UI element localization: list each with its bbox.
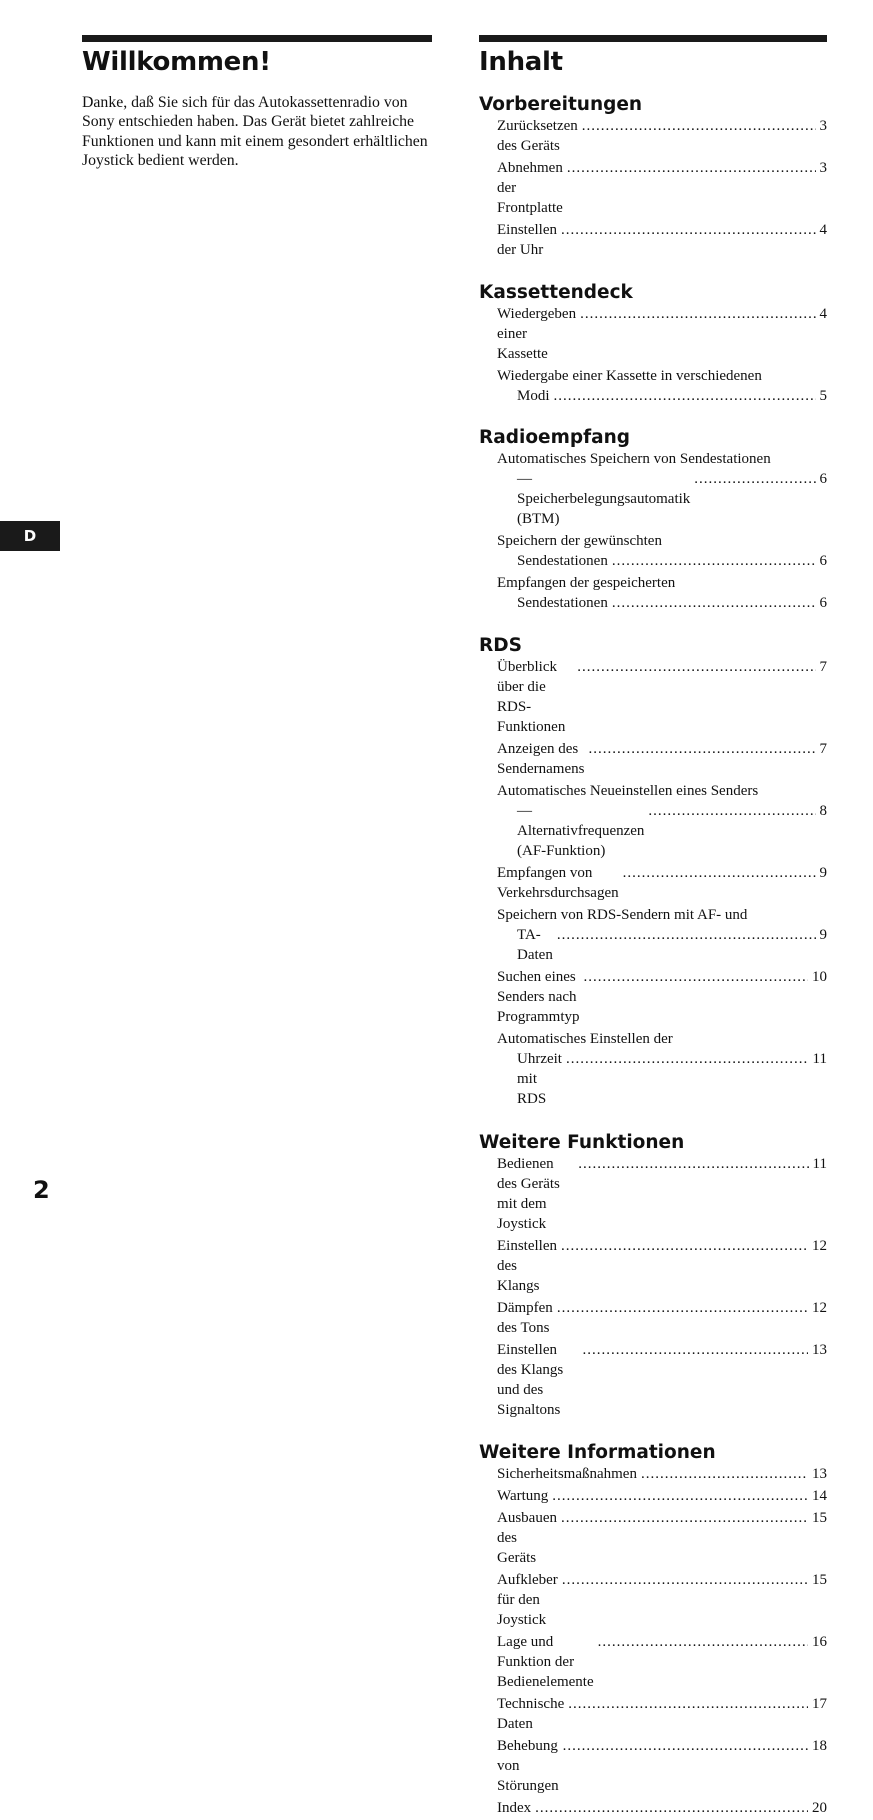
toc-entry xyxy=(497,366,827,406)
toc-entry xyxy=(497,1486,827,1506)
toc-entry-text: Uhrzeit mit RDS xyxy=(517,1051,562,1107)
toc-entry-text: Anzeigen des Sendernamens xyxy=(497,741,585,777)
toc-entry-text: Automatisches Einstellen der xyxy=(497,1031,673,1047)
toc-entry-page: 8 xyxy=(819,803,827,819)
toc-entry xyxy=(497,573,827,613)
toc-entry-text: Wartung xyxy=(497,1488,549,1504)
toc-title: Inhalt xyxy=(479,47,563,77)
toc-entry-text: Einstellen des Klangs und des Signaltons xyxy=(497,1342,564,1418)
toc-entry-text: Empfangen der gespeicherten xyxy=(497,575,676,591)
toc-entry xyxy=(497,967,827,1027)
toc-entry-text: Suchen eines Senders nach Programmtyp xyxy=(497,969,580,1025)
toc-entry-text: Technische Daten xyxy=(497,1696,565,1732)
toc-entry-page: 5 xyxy=(819,388,827,404)
toc-entry-page: 16 xyxy=(812,1634,827,1650)
toc-entry-page: 7 xyxy=(819,659,827,675)
toc-entry-text: Zurücksetzen des Geräts xyxy=(497,118,578,154)
toc-entry-page: 18 xyxy=(812,1738,827,1754)
toc-entry-text: Modi xyxy=(517,388,550,404)
toc-entry-page: 3 xyxy=(819,118,827,134)
toc-entry-text: Aufkleber für den Joystick xyxy=(497,1572,558,1628)
dot-leader xyxy=(612,551,816,571)
toc-entry xyxy=(497,1029,827,1109)
dot-leader xyxy=(577,657,815,677)
toc-entry-text: Sendestationen xyxy=(517,553,608,569)
toc-entry-list xyxy=(497,1154,827,1420)
toc-entry-page: 4 xyxy=(819,222,827,238)
toc-entry-text: Dämpfen des Tons xyxy=(497,1300,553,1336)
toc-entry-text: Speichern der gewünschten xyxy=(497,533,662,549)
toc-section xyxy=(479,635,827,1109)
dot-leader xyxy=(552,1486,808,1506)
toc-section xyxy=(479,1132,827,1420)
toc-entry xyxy=(497,1340,827,1420)
toc-entry-text: Einstellen der Uhr xyxy=(497,222,557,258)
dot-leader xyxy=(648,801,815,821)
toc-entry-page: 10 xyxy=(812,969,827,985)
dot-leader xyxy=(641,1464,808,1484)
toc-entry xyxy=(497,1298,827,1338)
toc-entry xyxy=(497,531,827,571)
toc-entry-page: 13 xyxy=(812,1342,827,1358)
dot-leader xyxy=(567,158,816,178)
toc-entry-page: 6 xyxy=(819,595,827,611)
toc-entry-list xyxy=(497,1464,827,1818)
toc-entry xyxy=(497,1694,827,1734)
toc-entry-text: Ausbauen des Geräts xyxy=(497,1510,557,1566)
language-tab: D xyxy=(0,521,60,551)
toc-entry-text: Wiedergeben einer Kassette xyxy=(497,306,577,362)
toc-entry-text: Überblick über die RDS-Funktionen xyxy=(497,659,566,735)
toc-entry xyxy=(497,304,827,364)
toc-entry-page: 17 xyxy=(812,1696,827,1712)
toc-entry-list xyxy=(497,657,827,1109)
toc-entry-page: 12 xyxy=(812,1300,827,1316)
toc-entry-text: Bedienen des Geräts mit dem Joystick xyxy=(497,1156,560,1232)
toc-entry xyxy=(497,449,827,529)
toc-entry xyxy=(497,1154,827,1234)
toc-entry xyxy=(497,657,827,737)
toc-entry xyxy=(497,158,827,218)
toc-entry-text: Behebung von Störungen xyxy=(497,1738,559,1794)
toc-entry xyxy=(497,1464,827,1484)
toc-entry-text: Abnehmen der Frontplatte xyxy=(497,160,563,216)
toc-entry xyxy=(497,1570,827,1630)
dot-leader xyxy=(582,116,816,136)
toc-entry xyxy=(497,220,827,260)
dot-leader xyxy=(561,1508,808,1528)
toc-entry-text: TA-Daten xyxy=(517,927,553,963)
toc-section xyxy=(479,427,827,613)
toc-entry xyxy=(497,739,827,779)
welcome-rule xyxy=(82,35,432,42)
dot-leader xyxy=(566,1049,809,1069)
dot-leader xyxy=(554,386,816,406)
toc-rule xyxy=(479,35,827,42)
toc-entry xyxy=(497,116,827,156)
toc-entry xyxy=(497,1508,827,1568)
toc-entry-text: Einstellen des Klangs xyxy=(497,1238,557,1294)
dot-leader xyxy=(623,863,816,883)
dot-leader xyxy=(582,1340,808,1360)
toc-entry-text: Empfangen von Verkehrsdurchsagen xyxy=(497,865,619,901)
toc-entry-page: 6 xyxy=(819,553,827,569)
dot-leader xyxy=(562,1570,808,1590)
toc-entry xyxy=(497,1236,827,1296)
dot-leader xyxy=(578,1154,808,1174)
dot-leader xyxy=(588,739,815,759)
toc-entry-page: 4 xyxy=(819,306,827,322)
dot-leader xyxy=(598,1632,808,1652)
toc-section-title: Weitere Informationen xyxy=(479,1442,716,1463)
dot-leader xyxy=(694,469,815,489)
toc-entry-page: 15 xyxy=(812,1572,827,1588)
toc-entry-text: Index xyxy=(497,1800,532,1816)
toc-section-title: Kassettendeck xyxy=(479,282,633,303)
toc-entry xyxy=(497,1736,827,1796)
toc-entry xyxy=(497,1798,827,1818)
dot-leader xyxy=(612,593,816,613)
toc-entry-list xyxy=(497,304,827,406)
toc-entry-text: Automatisches Speichern von Sendestationen xyxy=(497,451,771,467)
toc-entry-page: 11 xyxy=(812,1156,827,1172)
toc-section xyxy=(479,282,827,406)
toc-entry-page: 7 xyxy=(819,741,827,757)
toc-entry-page: 14 xyxy=(812,1488,827,1504)
dot-leader xyxy=(583,967,808,987)
toc-entry-text: Automatisches Neueinstellen eines Senders xyxy=(497,783,759,799)
toc-entry-text: Sicherheitsmaßnahmen xyxy=(497,1466,637,1482)
dot-leader xyxy=(557,925,816,945)
toc-entry-page: 3 xyxy=(819,160,827,176)
page-number: 2 xyxy=(33,1176,50,1204)
welcome-title: Willkommen! xyxy=(82,47,271,77)
toc-entry-text: Sendestationen xyxy=(517,595,608,611)
welcome-text: Danke, daß Sie sich für das Autokassettenradio von Sony entschieden haben. Das Gerät bietet zahlreiche Funktionen und kann mit einem gesondert erhältlichen Joystick bedient werden. xyxy=(82,94,428,169)
table-of-contents xyxy=(479,94,827,1820)
toc-entry-page: 15 xyxy=(812,1510,827,1526)
toc-section-title: Weitere Funktionen xyxy=(479,1132,685,1153)
toc-entry-text: — Speicherbelegungsautomatik (BTM) xyxy=(517,471,691,527)
toc-entry-page: 11 xyxy=(812,1051,827,1067)
toc-entry-text: — Alternativfrequenzen (AF-Funktion) xyxy=(517,803,645,859)
toc-entry-page: 9 xyxy=(819,927,827,943)
dot-leader xyxy=(568,1694,808,1714)
dot-leader xyxy=(561,1236,808,1256)
toc-section-title: Radioempfang xyxy=(479,427,631,448)
toc-section xyxy=(479,94,827,260)
toc-entry-page: 13 xyxy=(812,1466,827,1482)
toc-entry-page: 6 xyxy=(819,471,827,487)
toc-section-title: RDS xyxy=(479,635,522,656)
toc-entry-page: 20 xyxy=(812,1800,827,1816)
dot-leader xyxy=(561,220,816,240)
dot-leader xyxy=(580,304,815,324)
toc-section-title: Vorbereitungen xyxy=(479,94,643,115)
toc-entry xyxy=(497,905,827,965)
dot-leader xyxy=(563,1736,808,1756)
toc-entry xyxy=(497,863,827,903)
dot-leader xyxy=(535,1798,808,1818)
toc-entry-text: Wiedergabe einer Kassette in verschiedenen xyxy=(497,368,762,384)
toc-entry-list xyxy=(497,449,827,613)
dot-leader xyxy=(557,1298,808,1318)
toc-entry-page: 12 xyxy=(812,1238,827,1254)
toc-entry-text: Speichern von RDS-Sendern mit AF- und xyxy=(497,907,748,923)
toc-entry-list xyxy=(497,116,827,260)
toc-entry-text: Lage und Funktion der Bedienelemente xyxy=(497,1634,594,1690)
toc-entry xyxy=(497,781,827,861)
toc-section xyxy=(479,1442,827,1818)
toc-entry xyxy=(497,1632,827,1692)
toc-entry-page: 9 xyxy=(819,865,827,881)
